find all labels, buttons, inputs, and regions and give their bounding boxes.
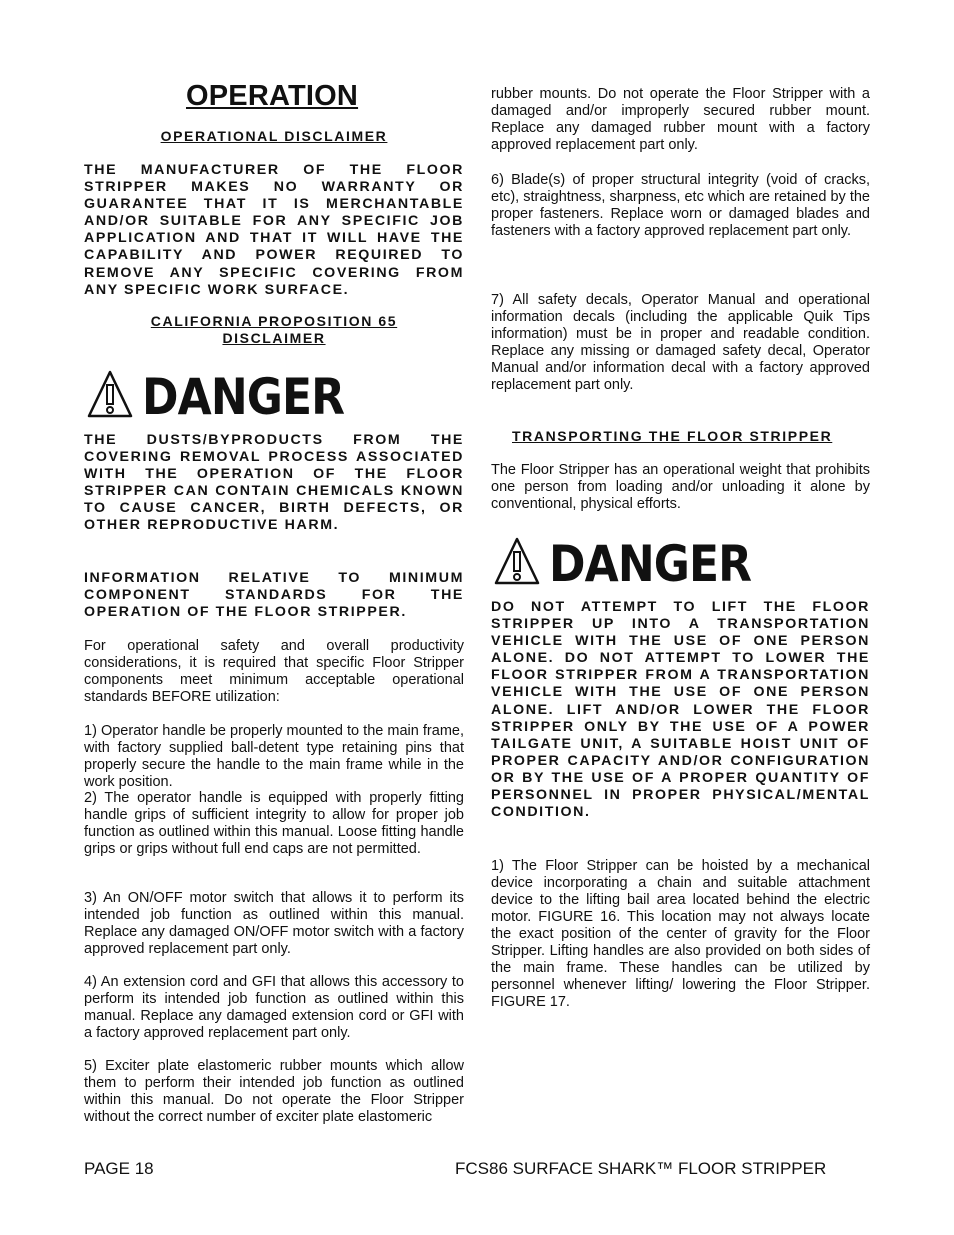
danger-label: DANGER	[549, 534, 752, 593]
hoisting-text: 1) The Floor Stripper can be hoisted by a mechanical device incorporating a chain and suitable attachment device to the lifting bail area located behind the electric motor. FIGURE 16. This location may not always locate the exact position of the center of gravity for the Floor Stripper. Lifting handles are also provided on both sides of the main frame. These handles can be utilized by personnel whenever lifting/ lowering the Floor Stripper. FIGURE 17.	[491, 858, 870, 1010]
standard-item-7: 7) All safety decals, Operator Manual and operational information decals (including the applicable Quik Tips information) must be in proper and readable condition. Replace any missing or damaged safety decal, Operator Manual and/or information decal with a factory approved replacement part only.	[491, 292, 870, 393]
standard-item-5-continued: rubber mounts. Do not operate the Floor Stripper with a damaged and/or improperly secured rubber mount. Replace any damaged rubber mount with a factory approved replacement part only.	[491, 86, 870, 153]
danger-banner-prop65	[86, 368, 372, 425]
standard-item-2: 2) The operator handle is equipped with properly fitting handle grips of sufficient integrity to allow for proper job function as outlined within this manual. Loose fitting handle grips or grips without full end caps are not permitted.	[84, 790, 464, 857]
component-standards-heading: INFORMATION RELATIVE TO MINIMUM COMPONENT STANDARDS FOR THE OPERATION OF THE FLOOR STRIPPER.	[84, 570, 464, 621]
product-name: FCS86 SURFACE SHARK™ FLOOR STRIPPER	[455, 1159, 827, 1178]
standard-item-6: 6) Blade(s) of proper structural integrity (void of cracks, etc), straightness, sharpness, etc which are retained by the proper fasteners. Replace worn or damaged blades and fasteners with a factory approved replacement part only.	[491, 172, 870, 239]
standard-item-5: 5) Exciter plate elastomeric rubber mounts which allow them to perform their intended job function as outlined within this manual. Do not operate the Floor Stripper without the correct number of exciter plate elastomeric	[84, 1058, 464, 1125]
warning-triangle-icon	[86, 368, 134, 425]
transporting-text: The Floor Stripper has an operational weight that prohibits one person from loading and/or unloading it alone by conventional, physical efforts.	[491, 462, 870, 512]
transport-danger-text: DO NOT ATTEMPT TO LIFT THE FLOOR STRIPPER UP INTO A TRANSPORTATION VEHICLE WITH THE USE OF ONE PERSON ALONE. DO NOT ATTEMPT TO LOWER THE FLOOR STRIPPER FROM A TRANSPORTATION VEHICLE WITH THE USE OF ONE PERSON ALONE. LIFT AND/OR LOWER THE FLOOR STRIPPER ONLY BY THE USE OF A POWER TAILGATE UNIT, A SUITABLE HOIST UNIT OF PROPER CAPACITY AND/OR CONFIGURATION OR BY THE USE OF A PROPER QUANTITY OF PERSONNEL IN PROPER PHYSICAL/MENTAL CONDITION.	[491, 599, 870, 821]
page-title: OPERATION	[186, 80, 359, 112]
prop65-danger-text: THE DUSTS/BYPRODUCTS FROM THE COVERING REMOVAL PROCESS ASSOCIATED WITH THE OPERATION OF THE FLOOR STRIPPER CAN CONTAIN CHEMICALS KNOWN TO CAUSE CANCER, BIRTH DEFECTS, OR OTHER REPRODUCTIVE HARM.	[84, 432, 464, 534]
transporting-heading: TRANSPORTING THE FLOOR STRIPPER	[512, 428, 833, 444]
operational-disclaimer-heading: OPERATIONAL DISCLAIMER	[160, 128, 388, 144]
prop65-heading-line2: DISCLAIMER	[222, 330, 326, 346]
warning-triangle-icon	[493, 535, 541, 592]
page-number: PAGE 18	[84, 1159, 154, 1178]
component-standards-intro: For operational safety and overall productivity considerations, it is required that specific Floor Stripper components meet minimum acceptable operational standards BEFORE utilization:	[84, 638, 464, 705]
danger-banner-transport	[493, 535, 779, 592]
operational-disclaimer-text: THE MANUFACTURER OF THE FLOOR STRIPPER MAKES NO WARRANTY OR GUARANTEE THAT IT IS MERCHANTABLE AND/OR SUITABLE FOR ANY SPECIFIC JOB APPLICATION AND THAT IT WILL HAVE THE CAPABILITY AND POWER REQUIRED TO REMOVE ANY SPECIFIC COVERING FROM ANY SPECIFIC WORK SURFACE.	[84, 162, 464, 298]
prop65-heading-line1: CALIFORNIA PROPOSITION 65	[150, 313, 398, 329]
standard-item-4: 4) An extension cord and GFI that allows this accessory to perform its intended job function as outlined within this manual. Replace any damaged extension cord or GFI with a factory approved replacement part only.	[84, 974, 464, 1041]
standard-item-1: 1) Operator handle be properly mounted to the main frame, with factory supplied ball-detent type retaining pins that properly secure the handle to the main frame while in the work position.	[84, 723, 464, 790]
danger-label: DANGER	[142, 367, 345, 426]
standard-item-3: 3) An ON/OFF motor switch that allows it to perform its intended job function as outlined within this manual. Replace any damaged ON/OFF motor switch with a factory approved replacement part only.	[84, 890, 464, 957]
